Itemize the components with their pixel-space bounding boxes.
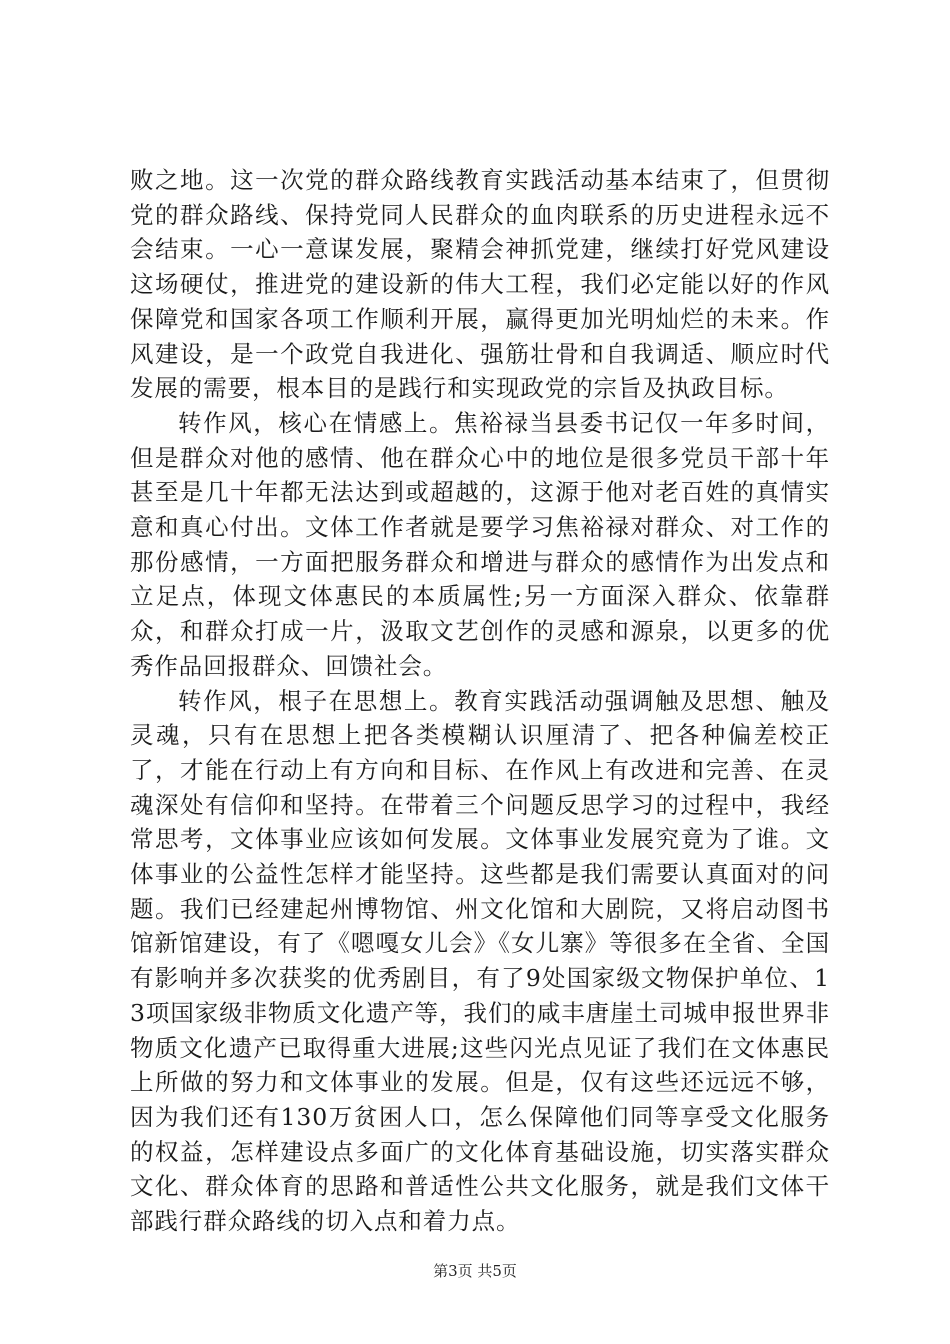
paragraph-continuation: 败之地。这一次党的群众路线教育实践活动基本结束了，但贯彻党的群众路线、保持党同人民群众的血肉联系的历史进程永远不会结束。一心一意谋发展，聚精会神抓党建，继续打好党风建设这场硬仗，推进党的建设新的伟大工程，我们必定能以好的作风保障党和国家各项工作顺利开展，赢得更加光明灿烂的未来。作风建设，是一个政党自我进化、强筋壮骨和自我调适、顺应时代发展的需要，根本目的是践行和实现政党的宗旨及执政目标。 bbox=[130, 166, 830, 403]
paragraph-emotion: 转作风，核心在情感上。焦裕禄当县委书记仅一年多时间，但是群众对他的感情、他在群众心中的地位是很多党员干部十年甚至是几十年都无法达到或超越的，这源于他对老百姓的真情实意和真心付出。文体工作者就是要学习焦裕禄对群众、对工作的那份感情，一方面把服务群众和增进与群众的感情作为出发点和立足点，体现文体惠民的本质属性;另一方面深入群众、依靠群众，和群众打成一片，汲取文艺创作的灵感和源泉，以更多的优秀作品回报群众、回馈社会。 bbox=[130, 408, 830, 680]
document-body bbox=[130, 163, 830, 1239]
paragraph-thought: 转作风，根子在思想上。教育实践活动强调触及思想、触及灵魂，只有在思想上把各类模糊认识厘清了、把各种偏差校正了，才能在行动上有方向和目标、在作风上有改进和完善、在灵魂深处有信仰和坚持。在带着三个问题反思学习的过程中，我经常思考，文体事业应该如何发展。文体事业发展究竟为了谁。文体事业的公益性怎样才能坚持。这些都是我们需要认真面对的问题。我们已经建起州博物馆、州文化馆和大剧院，又将启动图书馆新馆建设，有了《嗯嘎女儿会》《女儿寨》等很多在全省、全国有影响并多次获奖的优秀剧目，有了9处国家级文物保护单位、13项国家级非物质文化遗产等，我们的咸丰唐崖土司城申报世界非物质文化遗产已取得重大进展;这些闪光点见证了我们在文体惠民上所做的努力和文体事业的发展。但是，仅有这些还远远不够，因为我们还有130万贫困人口，怎么保障他们同等享受文化服务的权益，怎样建设点多面广的文化体育基础设施，切实落实群众文化、群众体育的思路和普适性公共文化服务，就是我们文体干部践行群众路线的切入点和着力点。 bbox=[130, 686, 830, 1236]
page-footer: 第3页 共5页 bbox=[433, 1262, 517, 1280]
